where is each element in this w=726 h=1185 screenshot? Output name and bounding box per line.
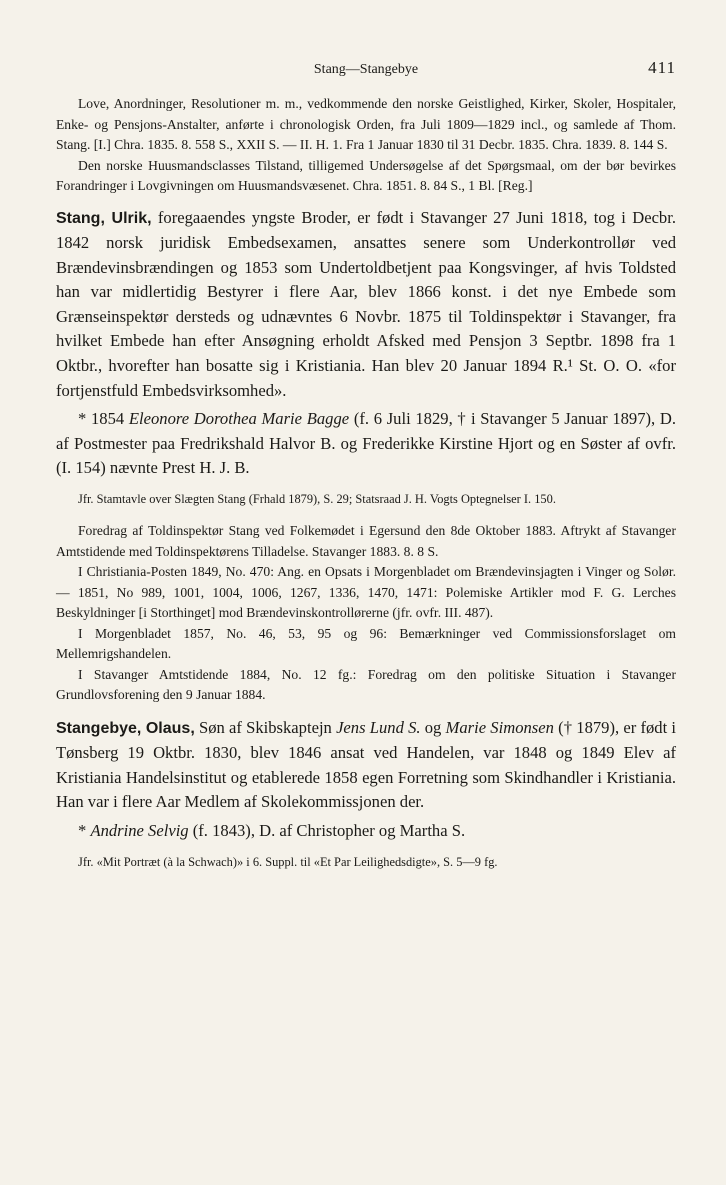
works-entry-morgenbladet: I Morgenbladet 1857, No. 46, 53, 95 og 96: Bemærkninger ved Commissionsforslaget om Mellemrigshandelen. <box>56 625 676 662</box>
biography-text: foregaaendes yngste Broder, er født i Stavanger 27 Juni 1818, tog i Decbr. 1842 norsk juridisk Embedsexamen, ansattes senere som Underkontrollør ved Brændevinsbrændingen og 1853 som Undertoldbetjent paa Kongsvinger, af hvis Toldsted han var midlertidig Bestyrer i flere Aar, blev 1866 konst. i det nye Embede som Grænseinspektør dersteds og udnævntes 6 Novbr. 1875 til Toldinspektør i Stavanger, fra hvilket Embede han efter Ansøgning erholdt Afsked med Pensjon 3 Septbr. 1898 fra 1 Oktbr., hvorefter han bosatte sig i Kristiania. Han blev 20 Januar 1894 R.¹ St. O. O. «for fortjenstfuld Embedsvirksomhed». <box>56 207 676 400</box>
running-header <box>56 58 676 94</box>
father-name: Jens Lund S. <box>336 717 421 737</box>
headword-olaus-stangebye: Stangebye, Olaus, <box>56 719 195 737</box>
spouse-name: Andrine Selvig <box>90 820 189 840</box>
source-note-stangebye: Jfr. «Mit Portræt (à la Schwach)» i 6. Suppl. til «Et Par Leilighedsdigte», S. 5—9 fg. <box>78 854 498 869</box>
marriage-note-stangebye <box>56 819 676 844</box>
spouse-details: (f. 1843), D. af Christopher og Martha S. <box>188 820 466 840</box>
works-entry-foredrag: Foredrag af Toldinspektør Stang ved Folkemødet i Egersund den 8de Oktober 1883. Aftrykt af Stavanger Amtstidende med Toldinspektørens Tilladelse. Stavanger 1883. 8. 8 S. <box>56 523 676 559</box>
page-number: 411 <box>648 58 676 77</box>
works-entry-christiania-posten: I Christiania-Posten 1849, No. 470: Ang. en Opsats i Morgenbladet om Brændevinsjagten i Vinger og Solør. — 1851, No 989, 1001, 1004, 1006, 1267, 1336, 1470, 1471: Polemiske Artikler mod F. G. Lerches Beskyldninger [i Storthinget] mod Brændevinskontrollørerne (jfr. ovfr. III. 487). <box>56 564 676 621</box>
biography-entry-ulrik-stang <box>56 206 676 404</box>
marriage-marker: * 1854 <box>78 409 129 429</box>
source-note-stang: Jfr. Stamtavle over Slægten Stang (Frhald 1879), S. 29; Statsraad J. H. Vogts Optegnelser I. 150. <box>78 492 556 507</box>
works-entry-stavanger-amtstidende: I Stavanger Amtstidende 1884, No. 12 fg.: Foredrag om den politiske Situation i Stavanger Grundlovsforening den 9 Januar 1884. <box>56 666 676 703</box>
headword-ulrik-stang: Stang, Ulrik, <box>56 209 152 227</box>
biography-text-a: Søn af Skibskaptejn <box>194 717 337 737</box>
spouse-details: (f. 6 Juli 1829, † i Stavanger 5 Januar 1897), D. af Postmester paa Fredrikshald Halvor B. og Frederikke Kirstine Hjort og en Søster af ovfr. (I. 154) nævnte Prest H. J. B. <box>56 409 677 478</box>
running-title: Stang—Stangebye <box>313 62 419 77</box>
biography-entry-olaus-stangebye <box>56 716 676 815</box>
bibliography-entry-huusmandsclasses: Den norske Huusmandsclasses Tilstand, tilligemed Undersøgelse af det Spørgsmaal, om der bør bevirkes Forandringer i Lovgivningen om Huusmandsvæsenet. Chra. 1851. 8. 84 S., 1 Bl. [Reg.] <box>56 157 676 193</box>
biography-text-b: og <box>420 717 446 737</box>
mother-name: Marie Simonsen <box>445 717 554 737</box>
biography-text-c: († 1879), er født i Tønsberg 19 Oktbr. 1830, blev 1846 ansat ved Handelen, var 1848 og 1849 Elev af Kristiania Handelsinstitut og etablerede 1858 egen Forretning som Skindhandler i Kristiania. Han var i flere Aar Medlem af Skolekommissjonen der. <box>56 717 676 812</box>
spouse-name: Eleonore Dorothea Marie Bagge <box>128 409 350 429</box>
bibliography-entry-love-anordninger: Love, Anordninger, Resolutioner m. m., vedkommende den norske Geistlighed, Kirker, Skoler, Hospitaler, Enke- og Pensjons-Anstalter, anførte i chronologisk Orden, fra Juli 1809—1829 incl., og samlede af Thom. Stang. [I.] Chra. 1835. 8. 558 S., XXII S. — II. H. 1. Fra 1 Januar 1830 til 31 Decbr. 1835. Chra. 1839. 8. 144 S. <box>56 96 676 152</box>
marriage-marker: * <box>78 820 91 840</box>
marriage-note-stang <box>56 407 676 481</box>
